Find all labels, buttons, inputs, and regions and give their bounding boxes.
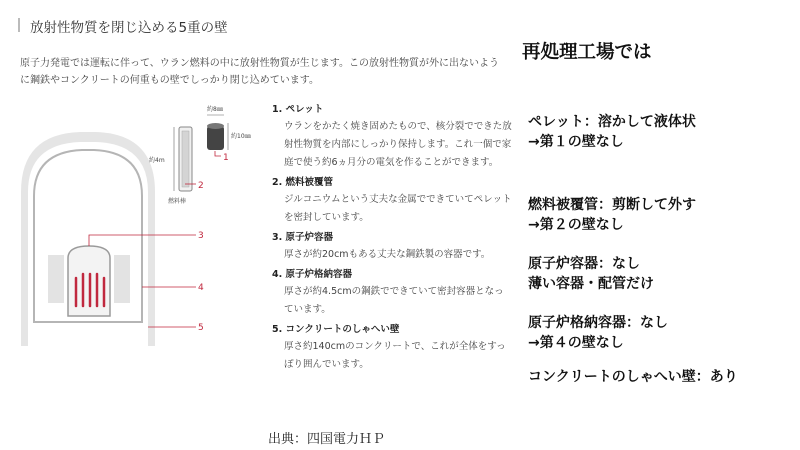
note-line: →第２の壁なし <box>528 217 624 233</box>
walls-legend <box>272 102 512 377</box>
pellet-width-label: 約8㎜ <box>207 106 223 113</box>
legend-item-title: 5. コンクリートのしゃへい壁 <box>272 324 400 335</box>
leader-line-1 <box>215 151 221 156</box>
callout-1: 1 <box>223 153 229 163</box>
callout-2: 2 <box>198 181 204 191</box>
reprocessing-title: 再処理工場では <box>522 42 652 63</box>
legend-item-title: 2. 燃料被覆管 <box>272 177 334 188</box>
note-pellet <box>528 112 696 152</box>
legend-item-desc: 厚さが約4.5cmの鋼鉄でできていて密封容器となっています。 <box>284 286 504 315</box>
equipment-block-left <box>48 255 64 303</box>
pellet <box>207 126 224 150</box>
note-line: 原子炉格納容器：なし <box>528 315 668 331</box>
legend-item-title: 4. 原子炉格納容器 <box>272 269 353 280</box>
legend-item-title: 1. ペレット <box>272 104 324 115</box>
note-line: 燃料被覆管：剪断して外す <box>528 197 696 213</box>
callout-4: 4 <box>198 283 204 293</box>
legend-item-desc: 厚さ約140cmのコンクリートで、これが全体をすっぽり囲んでいます。 <box>284 341 506 370</box>
legend-item-desc: ジルコニウムという丈夫な金属でできていてペレットを密封しています。 <box>284 194 512 223</box>
article-heading: 放射性物質を閉じ込める5重の壁 <box>30 20 228 36</box>
legend-item <box>272 230 512 264</box>
note-concrete-wall <box>528 367 738 387</box>
note-line: 薄い容器・配管だけ <box>528 276 654 292</box>
legend-item <box>272 267 512 319</box>
legend-item-desc: ウランをかたく焼き固めたもので、核分裂でできた放射性物質を内部にしっかり保持します。これ一個で家庭で使う約6ヵ月分の電気を作ることができます。 <box>284 121 512 168</box>
callout-5: 5 <box>198 323 204 333</box>
note-reactor-vessel <box>528 254 654 294</box>
rod-label: 燃料棒 <box>168 198 187 205</box>
note-containment <box>528 313 668 353</box>
note-cladding <box>528 195 696 235</box>
note-line: コンクリートのしゃへい壁：あり <box>528 369 738 385</box>
note-line: 原子炉容器：なし <box>528 256 640 272</box>
equipment-block-right <box>114 255 130 303</box>
source-credit: 出典：四国電力ＨＰ <box>268 432 386 447</box>
pellet-height-label: 約10㎜ <box>231 133 251 140</box>
legend-item-desc: 厚さが約20cmもある丈夫な鋼鉄製の容器です。 <box>284 249 491 260</box>
legend-item <box>272 175 512 227</box>
legend-item <box>272 322 512 374</box>
note-line: →第１の壁なし <box>528 134 624 150</box>
note-line: ペレット：溶かして液体状 <box>528 114 696 130</box>
article-intro: 原子力発電では運転に伴って、ウラン燃料の中に放射性物質が生じます。この放射性物質が外に出ないように鋼鉄やコンクリートの何重もの壁でしっかり閉じ込めています。 <box>20 58 499 86</box>
note-line: →第４の壁なし <box>528 335 624 351</box>
rod-length-label: 約4m <box>149 157 165 164</box>
legend-item-title: 3. 原子炉容器 <box>272 232 334 243</box>
callout-3: 3 <box>198 231 204 241</box>
heading-accent-bar <box>18 18 20 32</box>
five-walls-diagram <box>18 100 268 355</box>
legend-item <box>272 102 512 172</box>
